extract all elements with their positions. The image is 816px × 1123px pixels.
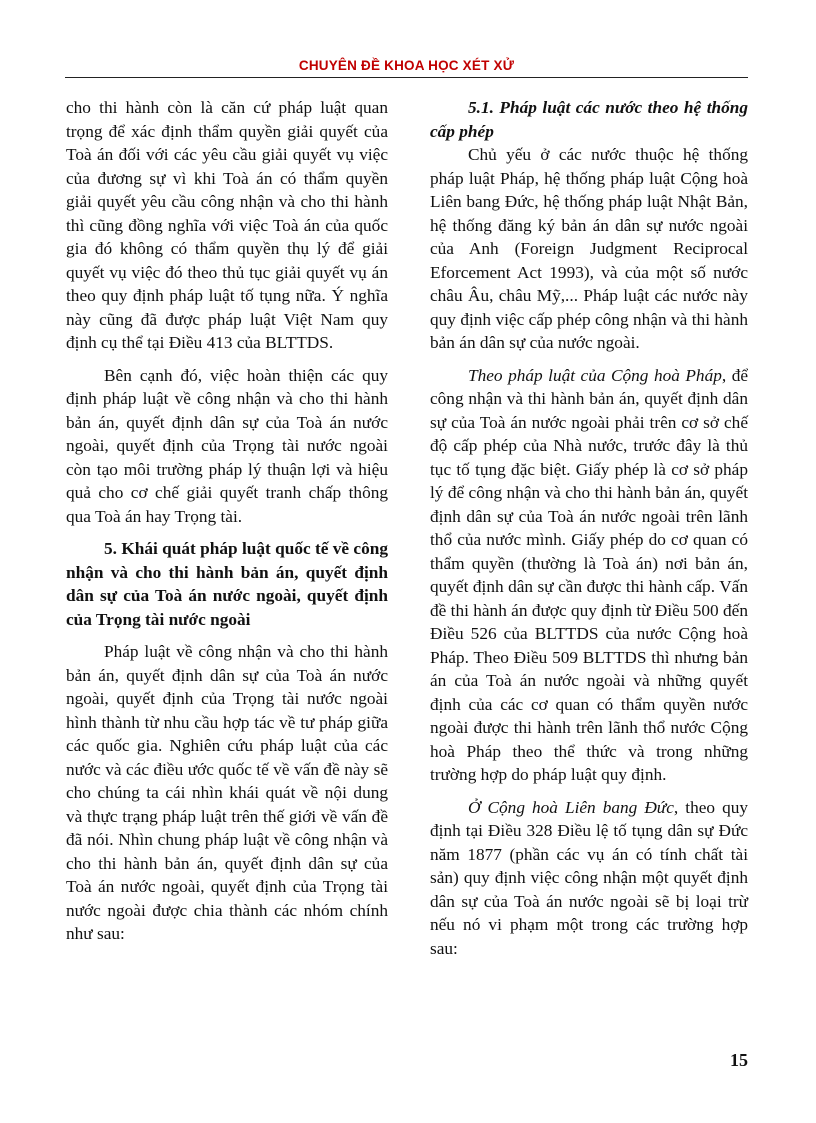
- left-paragraph-3: Pháp luật về công nhận và cho thi hành bản án, quyết định dân sự của Toà án nước ngoài, quyết định của Trọng tài nước ngoài hình thành từ nhu cầu hợp tác về tư pháp giữa các quốc gia. Nghiên cứu pháp luật của các nước và các điều ước quốc tế về vấn đề này sẽ cho chúng ta cái nhìn khái quát về nội dung và thực trạng pháp luật trên thế giới về vấn đề đã nói. Nhìn chung pháp luật về công nhận và cho thi hành bản án, quyết định dân sự của Toà án nước ngoài, quyết định của Trọng tài nước ngoài được chia thành các nhóm chính như sau:: [66, 642, 388, 943]
- right-paragraph-2: [430, 364, 748, 787]
- right-column: [430, 96, 748, 960]
- right-paragraph-1: Chủ yếu ở các nước thuộc hệ thống pháp luật Pháp, hệ thống pháp luật Cộng hoà Liên bang Đức, hệ thống pháp luật Nhật Bản, hệ thống đăng ký bản án dân sự nước ngoài của Anh (Foreign Judgment Reciprocal Eforcement Act 1993), và của một số nước châu Âu, châu Mỹ,... Pháp luật các nước này quy định việc cấp phép công nhận và thi hành bản án dân sự của nước ngoài.: [430, 145, 748, 352]
- header-rule: [65, 77, 748, 78]
- section-5-1-heading: 5.1. Pháp luật các nước theo hệ thống cấp phép: [430, 98, 748, 141]
- right-paragraph-3-text: , theo quy định tại Điều 328 Điều lệ tố tụng dân sự Đức năm 1877 (phần các vụ án có tính chất tài sản) quy định việc công nhận một quyết định dân sự của Toà án nước ngoài sẽ bị loại trừ nếu nó vi phạm một trong các trường hợp sau:: [430, 797, 748, 958]
- france-law-phrase: Theo pháp luật của Cộng hoà Pháp: [468, 365, 722, 385]
- left-paragraph-1: cho thi hành còn là căn cứ pháp luật quan trọng để xác định thẩm quyền giải quyết của Toà án đối với các yêu cầu giải quyết vụ việc của đương sự vì khi Toà án có thẩm quyền giải quyết yêu cầu công nhận và cho thi hành thì cũng đồng nghĩa với việc Toà án của quốc gia đó không có thẩm quyền thụ lý để giải quyết vụ việc đó theo thủ tục giải quyết vụ án theo quy định pháp luật tố tụng nữa. Ý nghĩa này cũng đã được pháp luật Việt Nam quy định cụ thể tại Điều 413 của BLTTDS.: [66, 98, 388, 352]
- section-5-heading: 5. Khái quát pháp luật quốc tế về công nhận và cho thi hành bản án, quyết định dân sự của Toà án nước ngoài, quyết định của Trọng tài nước ngoài: [66, 539, 388, 629]
- right-paragraph-2-text: , để công nhận và thi hành bản án, quyết định dân sự của Toà án nước ngoài phải trên cơ sở chế độ cấp phép của Nhà nước, trước đây là thủ tục tố tụng đặc biệt. Giấy phép là cơ sở pháp lý để công nhận và cho thi hành bản án, quyết định dân sự của Toà án nước ngoài trên lãnh thổ của nước mình. Giấy phép do cơ quan có thẩm quyền (thường là Toà án) nơi bản án, quyết định dân sự cần được thi hành cấp. Vấn đề thi hành án được quy định từ Điều 500 đến Điều 526 của BLTTDS của nước Cộng hoà Pháp. Theo Điều 509 BLTTDS thì nhưng bản án của Toà án nước ngoài và những quyết định của các cơ quan có thẩm quyền nước ngoài được thi hành trên lãnh thổ nước Cộng hoà Pháp theo thể thức và trong những trường hợp do pháp luật quy định.: [430, 365, 748, 784]
- left-paragraph-2: Bên cạnh đó, việc hoàn thiện các quy định pháp luật về công nhận và cho thi hành bản án, quyết định dân sự của Toà án nước ngoài, quyết định của Trọng tài nước ngoài còn tạo môi trường pháp lý thuận lợi và hiệu quả cho cơ chế giải quyết tranh chấp thông qua Toà án hay Trọng tài.: [66, 365, 388, 526]
- running-header: CHUYÊN ĐỀ KHOA HỌC XÉT XỬ: [298, 58, 515, 73]
- left-column: [66, 96, 388, 946]
- right-paragraph-3: [430, 796, 748, 961]
- germany-law-phrase: Ở Cộng hoà Liên bang Đức: [468, 797, 674, 817]
- page-number: 15: [730, 1050, 748, 1070]
